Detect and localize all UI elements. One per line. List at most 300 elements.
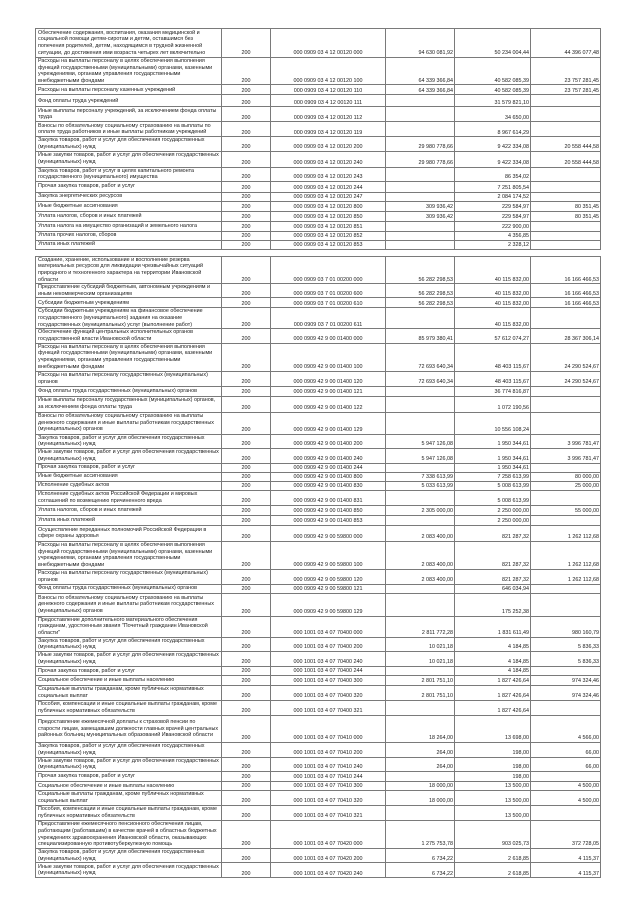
row-executed-amount: 821 287,32 (455, 525, 531, 541)
row-executed-amount: 821 287,32 (455, 541, 531, 569)
table-row (36, 666, 601, 675)
row-description: Прочая закупка товаров, работ и услуг (36, 772, 222, 782)
row-description: Уплата налогов, сборов и иных платежей (36, 505, 222, 515)
row-approved-amount (386, 463, 455, 472)
row-budget-code: 000 0909 42 9 00 01400 850 (271, 505, 386, 515)
row-budget-code: 000 0909 03 4 12 00120 000 (271, 29, 386, 58)
row-budget-code: 000 0909 42 9 00 01400 831 (271, 490, 386, 505)
spacer-cell (222, 249, 271, 256)
row-executed-amount: 7 251 805,54 (455, 181, 531, 192)
row-budget-code: 000 0909 03 4 12 00120 244 (271, 181, 386, 192)
row-remaining-amount (531, 107, 601, 122)
row-executed-amount: 50 234 004,44 (455, 29, 531, 58)
table-row (36, 515, 601, 525)
row-remaining-amount: 980 160,79 (531, 616, 601, 637)
table-row (36, 107, 601, 122)
table-row (36, 371, 601, 386)
row-executed-amount: 1 072 190,56 (455, 396, 531, 412)
table-row (36, 490, 601, 505)
row-line-code: 200 (222, 107, 271, 122)
row-approved-amount (386, 806, 455, 821)
row-description: Закупка товаров, работ и услуг для обеспечения государственных (муниципальных) нужд (36, 434, 222, 448)
row-line-code: 200 (222, 240, 271, 249)
row-remaining-amount (531, 806, 601, 821)
row-executed-amount: 40 582 085,39 (455, 85, 531, 95)
row-approved-amount: 2 811 772,28 (386, 616, 455, 637)
row-remaining-amount (531, 584, 601, 593)
row-approved-amount (386, 95, 455, 107)
row-line-code: 200 (222, 396, 271, 412)
table-row (36, 151, 601, 167)
row-approved-amount: 2 801 751,10 (386, 675, 455, 685)
row-executed-amount: 2 084 174,52 (455, 192, 531, 201)
table-row (36, 481, 601, 490)
row-approved-amount: 2 083 400,00 (386, 541, 455, 569)
table-row (36, 137, 601, 151)
table-row (36, 58, 601, 85)
row-budget-code: 000 0909 42 9 00 59800 100 (271, 541, 386, 569)
row-remaining-amount: 55 000,00 (531, 505, 601, 515)
row-line-code: 200 (222, 463, 271, 472)
row-approved-amount: 72 693 640,34 (386, 343, 455, 371)
row-remaining-amount: 4 566,00 (531, 715, 601, 742)
row-approved-amount: 56 282 298,53 (386, 298, 455, 308)
row-budget-code: 000 1001 03 4 07 70400 321 (271, 700, 386, 715)
row-line-code: 200 (222, 505, 271, 515)
table-row (36, 863, 601, 878)
row-description: Расходы на выплаты персоналу казенных учреждений (36, 85, 222, 95)
table-row (36, 167, 601, 181)
row-description: Расходы на выплаты персоналу в целях обеспечения выполнения функций государственными (муниципальными) органами, казенными учреждениями, органами управления государственными внебюджетными фондами (36, 58, 222, 85)
row-budget-code: 000 1001 03 4 07 70400 244 (271, 666, 386, 675)
row-line-code: 200 (222, 256, 271, 283)
table-row (36, 412, 601, 434)
spacer-cell (36, 249, 222, 256)
row-line-code: 200 (222, 343, 271, 371)
row-budget-code: 000 0909 42 9 00 01400 100 (271, 343, 386, 371)
row-remaining-amount: 20 558 444,58 (531, 137, 601, 151)
row-approved-amount: 18 000,00 (386, 791, 455, 806)
row-executed-amount: 40 115 832,00 (455, 284, 531, 298)
row-description: Закупка товаров, работ и услуг в целях капитального ремонта государственного (муниципального) имущества (36, 167, 222, 181)
row-approved-amount (386, 666, 455, 675)
row-budget-code: 000 1001 03 4 07 70410 300 (271, 782, 386, 791)
row-approved-amount (386, 122, 455, 137)
row-description: Иные закупки товаров, работ и услуг для обеспечения государственных (муниципальных) нужд (36, 151, 222, 167)
row-approved-amount: 29 980 778,66 (386, 151, 455, 167)
row-line-code: 200 (222, 137, 271, 151)
row-description: Пособия, компенсации и иные социальные выплаты гражданам, кроме публичных нормативных обязательств (36, 806, 222, 821)
row-remaining-amount: 372 728,05 (531, 821, 601, 849)
table-row (36, 192, 601, 201)
row-description: Иные выплаты персоналу государственных (муниципальных) органов, за исключением фонда оплаты труда (36, 396, 222, 412)
table-row (36, 821, 601, 849)
row-remaining-amount: 66,00 (531, 742, 601, 757)
row-executed-amount: 8 967 614,29 (455, 122, 531, 137)
row-budget-code: 000 1001 03 4 07 70420 240 (271, 863, 386, 878)
row-executed-amount: 198,00 (455, 757, 531, 771)
row-executed-amount: 222 900,00 (455, 221, 531, 231)
row-description: Обеспечение содержания, воспитания, оказания медицинской и социальной помощи детям-сиротам и детям, оставшимся без попечения родителей, детям, находящимся в трудной жизненной ситуации, до достижения ими возраста четырех лет включительно (36, 29, 222, 58)
row-budget-code: 000 0909 42 9 00 01400 122 (271, 396, 386, 412)
table-row (36, 742, 601, 757)
spacer-cell (455, 249, 531, 256)
row-description: Исполнение судебных актов Российской Федерации и мировых соглашений по возмещению причиненного вреда (36, 490, 222, 505)
row-approved-amount: 5 947 126,08 (386, 434, 455, 448)
row-remaining-amount (531, 308, 601, 329)
row-executed-amount: 1 831 611,49 (455, 616, 531, 637)
row-description: Расходы на выплаты персоналу в целях обеспечения выполнения функций государственными (муниципальными) органами, казенными учреждениями, органами управления государственными внебюджетными фондами (36, 541, 222, 569)
row-approved-amount: 64 339 366,84 (386, 85, 455, 95)
row-line-code: 200 (222, 490, 271, 505)
row-approved-amount (386, 240, 455, 249)
row-description: Уплата иных платежей (36, 240, 222, 249)
row-remaining-amount: 1 262 112,68 (531, 525, 601, 541)
row-description: Уплата налога на имущество организаций и земельного налога (36, 221, 222, 231)
table-row (36, 221, 601, 231)
row-executed-amount: 903 025,73 (455, 821, 531, 849)
spacer-cell (531, 249, 601, 256)
row-executed-amount: 1 950 344,61 (455, 434, 531, 448)
row-budget-code: 000 0909 03 7 01 00200 000 (271, 256, 386, 283)
row-line-code: 200 (222, 821, 271, 849)
row-budget-code: 000 0909 03 4 12 00120 800 (271, 201, 386, 211)
row-approved-amount (386, 584, 455, 593)
table-row (36, 772, 601, 782)
row-remaining-amount: 1 262 112,68 (531, 569, 601, 584)
row-budget-code: 000 0909 42 9 00 59800 120 (271, 569, 386, 584)
row-remaining-amount (531, 700, 601, 715)
row-description: Иные бюджетные ассигнования (36, 201, 222, 211)
row-remaining-amount: 24 290 524,67 (531, 343, 601, 371)
row-remaining-amount (531, 412, 601, 434)
row-executed-amount: 4 184,85 (455, 651, 531, 666)
row-line-code: 200 (222, 515, 271, 525)
table-row (36, 505, 601, 515)
table-row (36, 782, 601, 791)
row-description: Предоставление дополнительного материального обеспечения гражданам, удостоенным звания "Почетный гражданин Ивановской области" (36, 616, 222, 637)
row-approved-amount (386, 167, 455, 181)
row-executed-amount: 7 258 613,99 (455, 472, 531, 481)
row-line-code: 200 (222, 412, 271, 434)
row-approved-amount: 6 734,22 (386, 849, 455, 863)
table-row (36, 386, 601, 396)
row-approved-amount (386, 772, 455, 782)
row-executed-amount: 1 950 344,61 (455, 463, 531, 472)
row-line-code: 200 (222, 666, 271, 675)
row-remaining-amount: 80 351,45 (531, 211, 601, 221)
row-budget-code: 000 1001 03 4 07 70410 244 (271, 772, 386, 782)
row-executed-amount: 13 698,00 (455, 715, 531, 742)
row-approved-amount: 29 980 778,66 (386, 137, 455, 151)
row-executed-amount: 9 422 334,08 (455, 137, 531, 151)
row-executed-amount: 13 500,00 (455, 791, 531, 806)
row-line-code: 200 (222, 569, 271, 584)
row-description: Закупка энергетических ресурсов (36, 192, 222, 201)
row-line-code: 200 (222, 637, 271, 651)
table-row (36, 637, 601, 651)
row-executed-amount: 646 034,94 (455, 584, 531, 593)
row-budget-code: 000 0909 42 9 00 01400 800 (271, 472, 386, 481)
row-line-code: 200 (222, 284, 271, 298)
row-approved-amount (386, 221, 455, 231)
row-remaining-amount (531, 772, 601, 782)
row-executed-amount: 86 354,02 (455, 167, 531, 181)
row-description: Прочая закупка товаров, работ и услуг (36, 181, 222, 192)
row-approved-amount (386, 192, 455, 201)
row-budget-code: 000 0909 03 4 12 00120 243 (271, 167, 386, 181)
row-remaining-amount: 25 000,00 (531, 481, 601, 490)
row-budget-code: 000 0909 03 4 12 00120 119 (271, 122, 386, 137)
row-line-code: 200 (222, 481, 271, 490)
row-approved-amount: 264,00 (386, 742, 455, 757)
row-approved-amount: 6 734,22 (386, 863, 455, 878)
row-approved-amount: 56 282 298,53 (386, 284, 455, 298)
row-approved-amount (386, 107, 455, 122)
row-description: Создание, хранение, использование и восполнение резерва материальных ресурсов для ликвидации чрезвычайных ситуаций природного и техногенного характера на территории Ивановской области (36, 256, 222, 283)
row-line-code: 200 (222, 742, 271, 757)
row-approved-amount: 309 936,42 (386, 201, 455, 211)
row-executed-amount: 10 556 108,24 (455, 412, 531, 434)
row-line-code: 200 (222, 167, 271, 181)
row-budget-code: 000 1001 03 4 07 70410 200 (271, 742, 386, 757)
row-approved-amount: 2 305 000,00 (386, 505, 455, 515)
row-budget-code: 000 0909 03 4 12 00120 100 (271, 58, 386, 85)
row-budget-code: 000 0909 42 9 00 01400 200 (271, 434, 386, 448)
row-executed-amount: 198,00 (455, 742, 531, 757)
row-description: Иные закупки товаров, работ и услуг для обеспечения государственных (муниципальных) нужд (36, 757, 222, 771)
row-remaining-amount: 16 166 466,53 (531, 256, 601, 283)
row-budget-code: 000 0909 42 9 00 59800 121 (271, 584, 386, 593)
row-remaining-amount: 16 166 466,53 (531, 284, 601, 298)
row-remaining-amount: 974 324,46 (531, 685, 601, 700)
row-line-code: 200 (222, 863, 271, 878)
row-executed-amount: 5 008 613,99 (455, 490, 531, 505)
row-remaining-amount (531, 396, 601, 412)
table-row (36, 231, 601, 240)
table-row (36, 343, 601, 371)
row-line-code: 200 (222, 541, 271, 569)
row-description: Предоставление субсидий бюджетным, автономным учреждениям и иным некоммерческим организациям (36, 284, 222, 298)
table-row (36, 85, 601, 95)
row-line-code: 200 (222, 231, 271, 240)
row-line-code: 200 (222, 715, 271, 742)
row-budget-code: 000 0909 42 9 00 01400 120 (271, 371, 386, 386)
row-budget-code: 000 0909 03 7 01 00200 610 (271, 298, 386, 308)
row-description: Пособия, компенсации и иные социальные выплаты гражданам, кроме публичных нормативных обязательств (36, 700, 222, 715)
row-executed-amount: 229 584,97 (455, 201, 531, 211)
row-line-code: 200 (222, 181, 271, 192)
row-line-code: 200 (222, 221, 271, 231)
table-row (36, 434, 601, 448)
row-remaining-amount: 974 324,46 (531, 675, 601, 685)
row-remaining-amount: 1 262 112,68 (531, 541, 601, 569)
row-line-code: 200 (222, 685, 271, 700)
row-approved-amount: 56 282 298,53 (386, 256, 455, 283)
row-remaining-amount (531, 231, 601, 240)
row-description: Прочая закупка товаров, работ и услуг (36, 463, 222, 472)
row-approved-amount (386, 231, 455, 240)
table-row (36, 651, 601, 666)
row-budget-code: 000 1001 03 4 07 70410 320 (271, 791, 386, 806)
row-remaining-amount (531, 122, 601, 137)
row-executed-amount: 229 584,97 (455, 211, 531, 221)
row-description: Обеспечение функций центральных исполнительных органов государственной власти Ивановской области (36, 329, 222, 343)
row-line-code: 200 (222, 371, 271, 386)
row-remaining-amount: 16 166 466,53 (531, 298, 601, 308)
row-line-code: 200 (222, 95, 271, 107)
row-approved-amount: 18 000,00 (386, 782, 455, 791)
row-approved-amount: 85 979 380,41 (386, 329, 455, 343)
row-description: Расходы на выплаты персоналу в целях обеспечения выполнения функций государственными (муниципальными) органами, казенными учреждениями, органами управления государственными внебюджетными фондами (36, 343, 222, 371)
row-description: Осуществление переданных полномочий Российской Федерации в сфере охраны здоровья (36, 525, 222, 541)
row-line-code: 200 (222, 616, 271, 637)
row-approved-amount (386, 490, 455, 505)
row-approved-amount (386, 308, 455, 329)
row-approved-amount: 2 801 751,10 (386, 685, 455, 700)
row-executed-amount: 13 500,00 (455, 782, 531, 791)
table-row (36, 757, 601, 771)
row-budget-code: 000 0909 42 9 00 01400 830 (271, 481, 386, 490)
table-body (36, 29, 601, 878)
row-budget-code: 000 0909 03 4 12 00120 111 (271, 95, 386, 107)
row-line-code: 200 (222, 298, 271, 308)
row-approved-amount: 264,00 (386, 757, 455, 771)
table-row (36, 593, 601, 616)
row-line-code: 200 (222, 849, 271, 863)
row-remaining-amount: 23 757 281,45 (531, 58, 601, 85)
row-executed-amount: 4 184,85 (455, 637, 531, 651)
row-budget-code: 000 1001 03 4 07 70400 300 (271, 675, 386, 685)
row-line-code: 200 (222, 308, 271, 329)
row-approved-amount: 2 083 400,00 (386, 569, 455, 584)
row-budget-code: 000 0909 03 7 01 00200 600 (271, 284, 386, 298)
row-approved-amount (386, 412, 455, 434)
row-approved-amount: 10 021,18 (386, 651, 455, 666)
table-row (36, 201, 601, 211)
row-budget-code: 000 0909 42 9 00 59800 000 (271, 525, 386, 541)
row-line-code: 200 (222, 122, 271, 137)
row-remaining-amount: 4 115,37 (531, 863, 601, 878)
table-row (36, 240, 601, 249)
row-budget-code: 000 0909 03 7 01 00200 611 (271, 308, 386, 329)
row-executed-amount: 48 403 115,67 (455, 343, 531, 371)
table-row (36, 181, 601, 192)
row-remaining-amount (531, 463, 601, 472)
row-approved-amount: 7 338 613,99 (386, 472, 455, 481)
row-remaining-amount: 44 396 077,48 (531, 29, 601, 58)
spacer-cell (271, 249, 386, 256)
row-line-code: 200 (222, 85, 271, 95)
table-row (36, 95, 601, 107)
row-remaining-amount (531, 515, 601, 525)
table-row (36, 463, 601, 472)
row-description: Закупка товаров, работ и услуг для обеспечения государственных (муниципальных) нужд (36, 849, 222, 863)
row-budget-code: 000 0909 03 4 12 00120 850 (271, 211, 386, 221)
row-line-code: 200 (222, 675, 271, 685)
row-budget-code: 000 1001 03 4 07 70420 200 (271, 849, 386, 863)
row-approved-amount (386, 515, 455, 525)
row-description: Взносы по обязательному социальному страхованию на выплаты по оплате труда работников и иные выплаты работникам учреждений (36, 122, 222, 137)
row-budget-code: 000 0909 42 9 00 01400 240 (271, 448, 386, 463)
row-line-code: 200 (222, 472, 271, 481)
row-executed-amount: 36 774 816,87 (455, 386, 531, 396)
row-description: Социальные выплаты гражданам, кроме публичных нормативных социальных выплат (36, 685, 222, 700)
row-executed-amount: 2 250 000,00 (455, 515, 531, 525)
row-description: Фонд оплаты труда учреждений (36, 95, 222, 107)
row-line-code: 200 (222, 201, 271, 211)
row-description: Предоставление ежемесячной доплаты к страховой пенсии по старости лицам, замещавшим должности главных врачей центральных районных больниц муниципальных образований Ивановской области (36, 715, 222, 742)
table-row (36, 29, 601, 58)
row-executed-amount: 4 356,85 (455, 231, 531, 240)
row-executed-amount: 5 008 613,99 (455, 481, 531, 490)
table-row (36, 329, 601, 343)
table-row (36, 700, 601, 715)
row-approved-amount (386, 700, 455, 715)
row-budget-code: 000 0909 03 4 12 00120 110 (271, 85, 386, 95)
row-line-code: 200 (222, 386, 271, 396)
row-description: Иные закупки товаров, работ и услуг для обеспечения государственных (муниципальных) нужд (36, 448, 222, 463)
row-line-code: 200 (222, 651, 271, 666)
row-description: Иные закупки товаров, работ и услуг для обеспечения государственных (муниципальных) нужд (36, 863, 222, 878)
row-budget-code: 000 1001 03 4 07 70410 240 (271, 757, 386, 771)
row-approved-amount (386, 386, 455, 396)
row-executed-amount: 1 827 426,64 (455, 700, 531, 715)
row-description: Социальное обеспечение и иные выплаты населению (36, 782, 222, 791)
row-executed-amount: 198,00 (455, 772, 531, 782)
row-approved-amount (386, 396, 455, 412)
table-row (36, 211, 601, 221)
row-remaining-amount: 3 996 781,47 (531, 448, 601, 463)
row-spacer (36, 249, 601, 256)
row-budget-code: 000 1001 03 4 07 70420 000 (271, 821, 386, 849)
row-remaining-amount (531, 386, 601, 396)
row-line-code: 200 (222, 772, 271, 782)
row-executed-amount: 40 582 085,39 (455, 58, 531, 85)
row-remaining-amount: 80 000,00 (531, 472, 601, 481)
table-row (36, 122, 601, 137)
row-remaining-amount (531, 167, 601, 181)
table-row (36, 616, 601, 637)
row-remaining-amount: 23 757 281,45 (531, 85, 601, 95)
row-description: Предоставление ежемесячного пенсионного обеспечения лицам, работающим (работавшим) в качестве врачей в областных бюджетных учреждениях здравоохранения Ивановской области, оказывающих специализированную противотуберкулезную помощь (36, 821, 222, 849)
row-approved-amount: 10 021,18 (386, 637, 455, 651)
spacer-cell (386, 249, 455, 256)
table-row (36, 584, 601, 593)
row-executed-amount: 2 618,85 (455, 863, 531, 878)
row-remaining-amount: 80 351,45 (531, 201, 601, 211)
table-row (36, 308, 601, 329)
row-approved-amount: 5 947 126,08 (386, 448, 455, 463)
row-remaining-amount: 5 836,33 (531, 651, 601, 666)
row-description: Социальное обеспечение и иные выплаты населению (36, 675, 222, 685)
row-line-code: 200 (222, 29, 271, 58)
row-description: Субсидии бюджетным учреждениям (36, 298, 222, 308)
row-line-code: 200 (222, 151, 271, 167)
row-budget-code: 000 1001 03 4 07 70400 240 (271, 651, 386, 666)
row-executed-amount: 40 115 832,00 (455, 256, 531, 283)
row-budget-code: 000 0909 03 4 12 00120 200 (271, 137, 386, 151)
row-description: Уплата иных платежей (36, 515, 222, 525)
row-executed-amount: 40 115 832,00 (455, 298, 531, 308)
row-approved-amount: 2 083 400,00 (386, 525, 455, 541)
row-description: Закупка товаров, работ и услуг для обеспечения государственных (муниципальных) нужд (36, 637, 222, 651)
row-executed-amount: 34 650,00 (455, 107, 531, 122)
row-line-code: 200 (222, 434, 271, 448)
row-description: Расходы на выплаты персоналу государственных (муниципальных) органов (36, 569, 222, 584)
row-description: Иные бюджетные ассигнования (36, 472, 222, 481)
row-approved-amount (386, 181, 455, 192)
